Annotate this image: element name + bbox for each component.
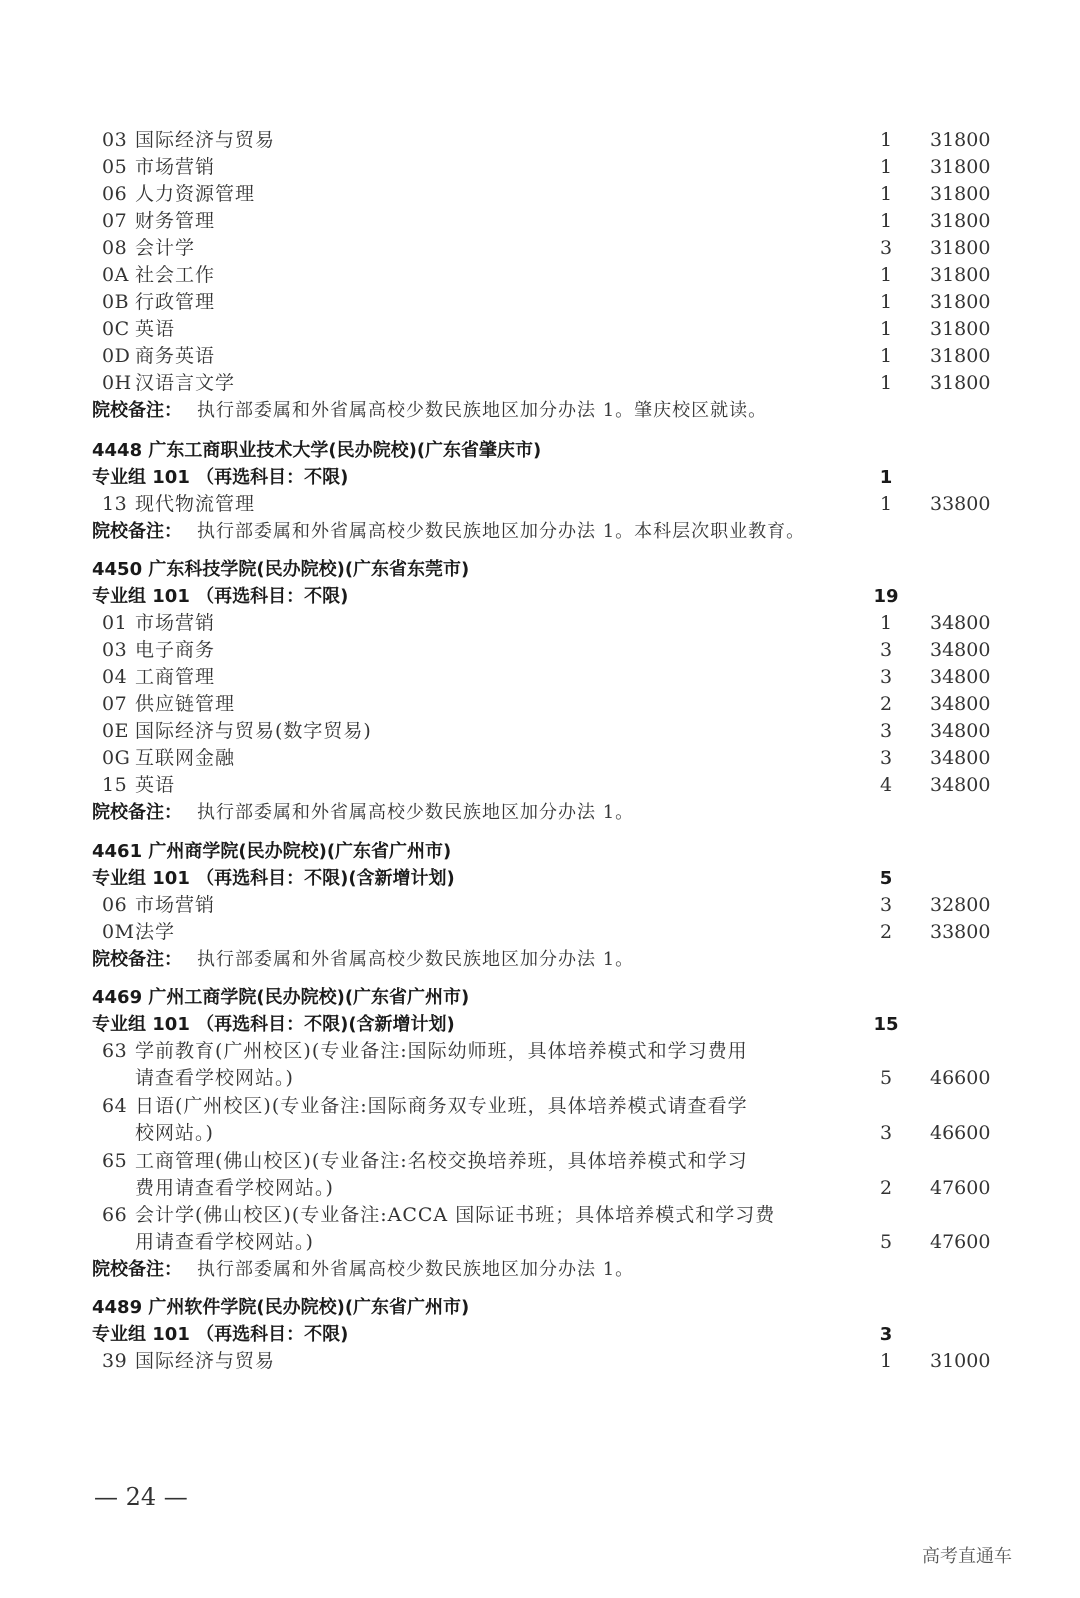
note-text: 执行部委属和外省属高校少数民族地区加分办法 1。 bbox=[197, 1259, 635, 1280]
major-row bbox=[0, 262, 1080, 289]
major-group: 专业组 101 （再选科目：不限) 19 bbox=[0, 583, 1080, 610]
major-row bbox=[0, 316, 1080, 343]
school-title: 4469 广州工商学院(民办院校)(广东省广州市) bbox=[92, 987, 470, 1008]
major-name: 商务英语 bbox=[135, 345, 216, 367]
major-plan: 1 bbox=[879, 210, 893, 232]
major-code: 01 bbox=[102, 612, 128, 634]
major-name: 市场营销 bbox=[135, 156, 216, 178]
major-plan: 3 bbox=[879, 639, 893, 661]
major-row bbox=[0, 181, 1080, 208]
major-name: 互联网金融 bbox=[135, 747, 236, 769]
major-name: 国际经济与贸易(数字贸易) bbox=[135, 720, 372, 742]
major-name: 法学 bbox=[135, 921, 176, 943]
major-row bbox=[0, 154, 1080, 181]
major-code: 06 bbox=[102, 183, 128, 205]
major-fee: 47600 bbox=[930, 1231, 991, 1253]
major-code: 07 bbox=[102, 210, 128, 232]
page-number: — 24 — bbox=[94, 1483, 188, 1511]
school-note bbox=[0, 1256, 1080, 1283]
major-name: 日语(广州校区)(专业备注:国际商务双专业班，具体培养模式请查看学 bbox=[135, 1095, 748, 1117]
major-fee: 33800 bbox=[930, 493, 991, 515]
major-fee: 34800 bbox=[930, 612, 991, 634]
school-note bbox=[0, 799, 1080, 826]
major-name: 国际经济与贸易 bbox=[135, 129, 276, 151]
major-row bbox=[0, 664, 1080, 691]
major-code: 13 bbox=[102, 493, 128, 515]
major-group: 专业组 101 （再选科目：不限)(含新增计划) 15 bbox=[0, 1011, 1080, 1038]
school-note bbox=[0, 946, 1080, 973]
major-row bbox=[0, 718, 1080, 745]
major-row bbox=[0, 235, 1080, 262]
major-code: 0E bbox=[102, 720, 129, 742]
major-fee: 34800 bbox=[930, 720, 991, 742]
major-code: 0A bbox=[102, 264, 129, 286]
major-plan: 1 bbox=[879, 156, 893, 178]
major-plan: 3 bbox=[879, 720, 893, 742]
note-label: 院校备注： bbox=[92, 1259, 182, 1280]
major-row bbox=[0, 610, 1080, 637]
major-code: 03 bbox=[102, 129, 128, 151]
major-code: 05 bbox=[102, 156, 128, 178]
major-code: 0G bbox=[102, 747, 131, 769]
school-title: 4461 广州商学院(民办院校)(广东省广州市) bbox=[92, 841, 452, 862]
major-fee: 31800 bbox=[930, 372, 991, 394]
major-name: 社会工作 bbox=[135, 264, 216, 286]
major-code: 0C bbox=[102, 318, 130, 340]
major-name: 英语 bbox=[135, 318, 176, 340]
note-text: 执行部委属和外省属高校少数民族地区加分办法 1。肇庆校区就读。 bbox=[197, 400, 768, 421]
note-label: 院校备注： bbox=[92, 521, 182, 542]
major-code: 15 bbox=[102, 774, 128, 796]
major-row-continuation bbox=[0, 1229, 1080, 1256]
major-fee: 34800 bbox=[930, 666, 991, 688]
major-name: 工商管理(佛山校区)(专业备注:名校交换培养班，具体培养模式和学习 bbox=[135, 1150, 748, 1172]
major-plan: 3 bbox=[879, 237, 893, 259]
major-plan: 1 bbox=[879, 291, 893, 313]
major-plan: 1 bbox=[879, 372, 893, 394]
school-note bbox=[0, 397, 1080, 424]
major-row bbox=[0, 637, 1080, 664]
major-row bbox=[0, 1038, 1080, 1065]
group-plan: 19 bbox=[873, 586, 899, 607]
major-name: 电子商务 bbox=[135, 639, 216, 661]
major-row bbox=[0, 1202, 1080, 1229]
major-name-cont: 请查看学校网站。) bbox=[135, 1067, 294, 1089]
major-name-cont: 用请查看学校网站。) bbox=[135, 1231, 314, 1253]
major-name: 财务管理 bbox=[135, 210, 216, 232]
major-name: 市场营销 bbox=[135, 612, 216, 634]
major-group: 专业组 101 （再选科目：不限) 3 bbox=[0, 1321, 1080, 1348]
major-name: 人力资源管理 bbox=[135, 183, 256, 205]
major-name: 工商管理 bbox=[135, 666, 216, 688]
note-text: 执行部委属和外省属高校少数民族地区加分办法 1。本科层次职业教育。 bbox=[197, 521, 806, 542]
note-text: 执行部委属和外省属高校少数民族地区加分办法 1。 bbox=[197, 949, 635, 970]
major-code: 03 bbox=[102, 639, 128, 661]
major-row bbox=[0, 343, 1080, 370]
major-name-cont: 费用请查看学校网站。) bbox=[135, 1177, 334, 1199]
major-fee: 31800 bbox=[930, 210, 991, 232]
major-row-continuation bbox=[0, 1120, 1080, 1147]
note-label: 院校备注： bbox=[92, 949, 182, 970]
major-code: 07 bbox=[102, 693, 128, 715]
major-row-continuation bbox=[0, 1065, 1080, 1092]
major-fee: 31800 bbox=[930, 318, 991, 340]
major-plan: 3 bbox=[879, 894, 893, 916]
major-plan: 5 bbox=[879, 1067, 893, 1089]
major-code: 39 bbox=[102, 1350, 128, 1372]
major-row bbox=[0, 208, 1080, 235]
major-plan: 3 bbox=[879, 666, 893, 688]
watermark: 高考直通车 bbox=[922, 1546, 1012, 1567]
major-code: 08 bbox=[102, 237, 128, 259]
major-row bbox=[0, 892, 1080, 919]
major-name: 国际经济与贸易 bbox=[135, 1350, 276, 1372]
major-name: 学前教育(广州校区)(专业备注:国际幼师班，具体培养模式和学习费用 bbox=[135, 1040, 748, 1062]
major-plan: 1 bbox=[879, 183, 893, 205]
major-plan: 3 bbox=[879, 1122, 893, 1144]
major-code: 63 bbox=[102, 1040, 128, 1062]
major-plan: 3 bbox=[879, 747, 893, 769]
major-row bbox=[0, 127, 1080, 154]
group-plan: 3 bbox=[879, 1324, 893, 1345]
major-row bbox=[0, 491, 1080, 518]
major-plan: 1 bbox=[879, 318, 893, 340]
major-fee: 34800 bbox=[930, 747, 991, 769]
major-row bbox=[0, 1093, 1080, 1120]
major-row bbox=[0, 919, 1080, 946]
major-fee: 32800 bbox=[930, 894, 991, 916]
group-plan: 15 bbox=[873, 1014, 899, 1035]
major-plan: 2 bbox=[879, 693, 893, 715]
major-fee: 47600 bbox=[930, 1177, 991, 1199]
major-fee: 46600 bbox=[930, 1067, 991, 1089]
group-plan: 1 bbox=[879, 467, 893, 488]
major-plan: 2 bbox=[879, 921, 893, 943]
school-title: 4450 广东科技学院(民办院校)(广东省东莞市) bbox=[92, 559, 470, 580]
major-row bbox=[0, 1348, 1080, 1375]
major-code: 0M bbox=[102, 921, 135, 943]
major-group: 专业组 101 （再选科目：不限) 1 bbox=[0, 464, 1080, 491]
note-text: 执行部委属和外省属高校少数民族地区加分办法 1。 bbox=[197, 802, 635, 823]
major-fee: 34800 bbox=[930, 693, 991, 715]
major-name: 行政管理 bbox=[135, 291, 216, 313]
major-plan: 1 bbox=[879, 1350, 893, 1372]
major-fee: 46600 bbox=[930, 1122, 991, 1144]
major-name: 供应链管理 bbox=[135, 693, 236, 715]
major-code: 66 bbox=[102, 1204, 128, 1226]
major-name: 会计学 bbox=[135, 237, 196, 259]
major-plan: 1 bbox=[879, 612, 893, 634]
major-code: 0H bbox=[102, 372, 132, 394]
major-code: 0B bbox=[102, 291, 130, 313]
major-row-continuation bbox=[0, 1175, 1080, 1202]
school-title: 4489 广州软件学院(民办院校)(广东省广州市) bbox=[92, 1297, 470, 1318]
school-title: 4448 广东工商职业技术大学(民办院校)(广东省肇庆市) bbox=[92, 440, 542, 461]
school-note bbox=[0, 518, 1080, 545]
major-name: 英语 bbox=[135, 774, 176, 796]
major-plan: 1 bbox=[879, 129, 893, 151]
group-plan: 5 bbox=[879, 868, 893, 889]
major-code: 64 bbox=[102, 1095, 128, 1117]
major-plan: 1 bbox=[879, 345, 893, 367]
note-label: 院校备注： bbox=[92, 802, 182, 823]
major-name: 会计学(佛山校区)(专业备注:ACCA 国际证书班；具体培养模式和学习费 bbox=[135, 1204, 776, 1226]
note-label: 院校备注： bbox=[92, 400, 182, 421]
major-name-cont: 校网站。) bbox=[135, 1122, 214, 1144]
major-row bbox=[0, 1148, 1080, 1175]
major-name: 市场营销 bbox=[135, 894, 216, 916]
major-code: 0D bbox=[102, 345, 131, 367]
major-fee: 31800 bbox=[930, 345, 991, 367]
major-fee: 31000 bbox=[930, 1350, 991, 1372]
major-code: 04 bbox=[102, 666, 128, 688]
major-name: 现代物流管理 bbox=[135, 493, 256, 515]
major-fee: 31800 bbox=[930, 264, 991, 286]
major-row bbox=[0, 691, 1080, 718]
major-plan: 4 bbox=[879, 774, 893, 796]
major-plan: 5 bbox=[879, 1231, 893, 1253]
major-row bbox=[0, 772, 1080, 799]
major-fee: 31800 bbox=[930, 156, 991, 178]
major-row bbox=[0, 289, 1080, 316]
major-fee: 33800 bbox=[930, 921, 991, 943]
major-code: 65 bbox=[102, 1150, 128, 1172]
major-fee: 34800 bbox=[930, 774, 991, 796]
major-fee: 34800 bbox=[930, 639, 991, 661]
major-code: 06 bbox=[102, 894, 128, 916]
major-group: 专业组 101 （再选科目：不限)(含新增计划) 5 bbox=[0, 865, 1080, 892]
major-name: 汉语言文学 bbox=[135, 372, 236, 394]
major-row bbox=[0, 370, 1080, 397]
major-plan: 1 bbox=[879, 493, 893, 515]
major-plan: 1 bbox=[879, 264, 893, 286]
major-fee: 31800 bbox=[930, 291, 991, 313]
major-fee: 31800 bbox=[930, 183, 991, 205]
major-fee: 31800 bbox=[930, 237, 991, 259]
major-plan: 2 bbox=[879, 1177, 893, 1199]
major-fee: 31800 bbox=[930, 129, 991, 151]
major-row bbox=[0, 745, 1080, 772]
